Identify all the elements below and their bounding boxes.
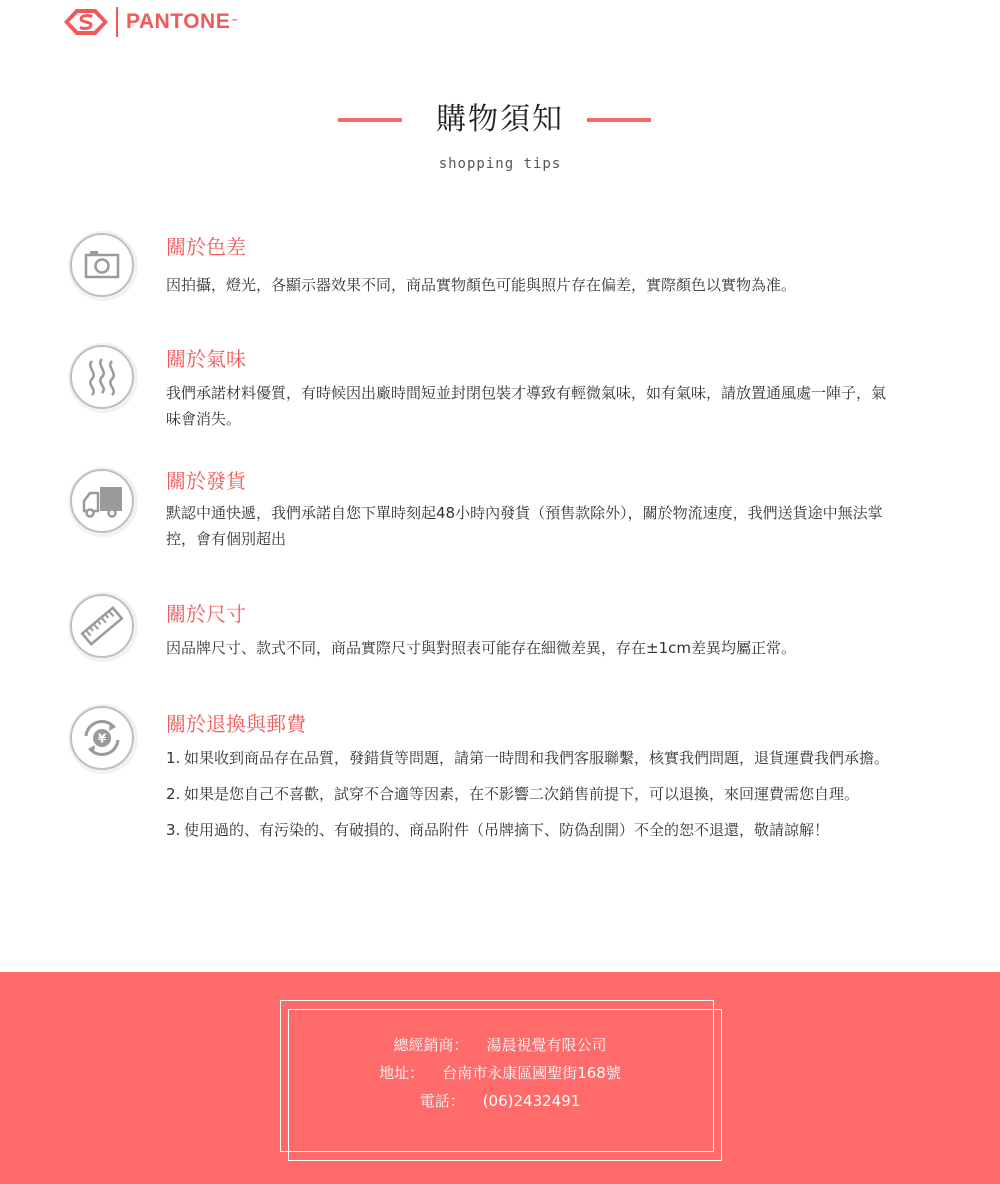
page-title: 購物須知	[436, 102, 564, 137]
distributor-label: 總經銷商：	[393, 1036, 469, 1054]
page-subtitle: shopping tips	[438, 156, 562, 172]
section-title: 關於發貨	[166, 469, 246, 493]
footer-contact-lines	[280, 1032, 720, 1116]
phone-value: (06)2432491	[482, 1092, 581, 1110]
list-item-number: 2.	[166, 785, 181, 803]
section-body: 因拍攝，燈光，各顯示器效果不同，商品實物顏色可能與照片存在偏差，實際顏色以實物為准。	[166, 276, 797, 294]
footer-phone	[280, 1088, 720, 1114]
address-value: 台南市永康區國聖街168號	[442, 1064, 621, 1082]
section-title: 關於尺寸	[166, 602, 246, 626]
address-label: 地址：	[379, 1064, 425, 1082]
list-item-text: 如果收到商品存在品質，發錯貨等問題，請第一時間和我們客服聯繫，核實我們問題，退貨運費我們承擔。	[184, 749, 890, 767]
section-title: 關於色差	[166, 235, 246, 259]
ruler-icon	[72, 596, 132, 656]
section-title: 關於退換與郵費	[166, 712, 306, 736]
brand-name: PANTONE	[126, 10, 231, 33]
section-icon-badge	[68, 343, 138, 413]
trademark-symbol: ™	[231, 18, 239, 26]
pantone-logo	[62, 4, 238, 40]
page-heading	[0, 95, 1000, 145]
list-item	[166, 745, 896, 771]
section-icon-badge	[68, 467, 138, 537]
logo-divider	[116, 7, 118, 37]
delivery-truck-icon	[72, 471, 132, 531]
odor-waves-icon	[72, 347, 132, 407]
heading-left-rule	[338, 118, 402, 122]
footer-contact-panel	[0, 972, 1000, 1184]
section-title: 關於氣味	[166, 347, 246, 371]
pantone-s-logo-icon	[62, 7, 110, 37]
list-item	[166, 781, 896, 807]
yen-return-icon	[72, 708, 132, 768]
section-icon-badge	[68, 704, 138, 774]
list-item	[166, 817, 896, 843]
svg-text:¥: ¥	[97, 731, 107, 746]
section-body: 我們承諾材料優質，有時候因出廠時間短並封閉包裝才導致有輕微氣味，如有氣味，請放置通風處一陣子，氣味會消失。	[166, 384, 887, 428]
section-icon-badge	[68, 231, 138, 301]
list-item-text: 使用過的、有污染的、有破損的、商品附件（吊牌摘下、防偽刮開）不全的恕不退還，敬請諒解！	[184, 821, 830, 839]
section-body: 因品牌尺寸、款式不同，商品實際尺寸與對照表可能存在細微差異，存在±1cm差異均屬正常。	[166, 639, 796, 657]
list-item-text: 如果是您自己不喜歡，試穿不合適等因素，在不影響二次銷售前提下，可以退換，來回運費需您自理。	[184, 785, 860, 803]
heading-right-rule	[587, 118, 651, 122]
section-body: 默認中通快遞，我們承諾自您下單時刻起48小時內發貨（預售款除外），關於物流速度，我們送貨途中無法掌控，會有個別超出	[166, 504, 883, 548]
footer-distributor	[280, 1032, 720, 1058]
camera-icon	[72, 235, 132, 295]
footer-address	[280, 1060, 720, 1086]
phone-label: 電話：	[419, 1092, 465, 1110]
returns-list	[166, 745, 896, 853]
list-item-number: 1.	[166, 749, 181, 767]
section-icon-badge	[68, 592, 138, 662]
distributor-value: 湯晨視覺有限公司	[486, 1036, 607, 1054]
list-item-number: 3.	[166, 821, 181, 839]
